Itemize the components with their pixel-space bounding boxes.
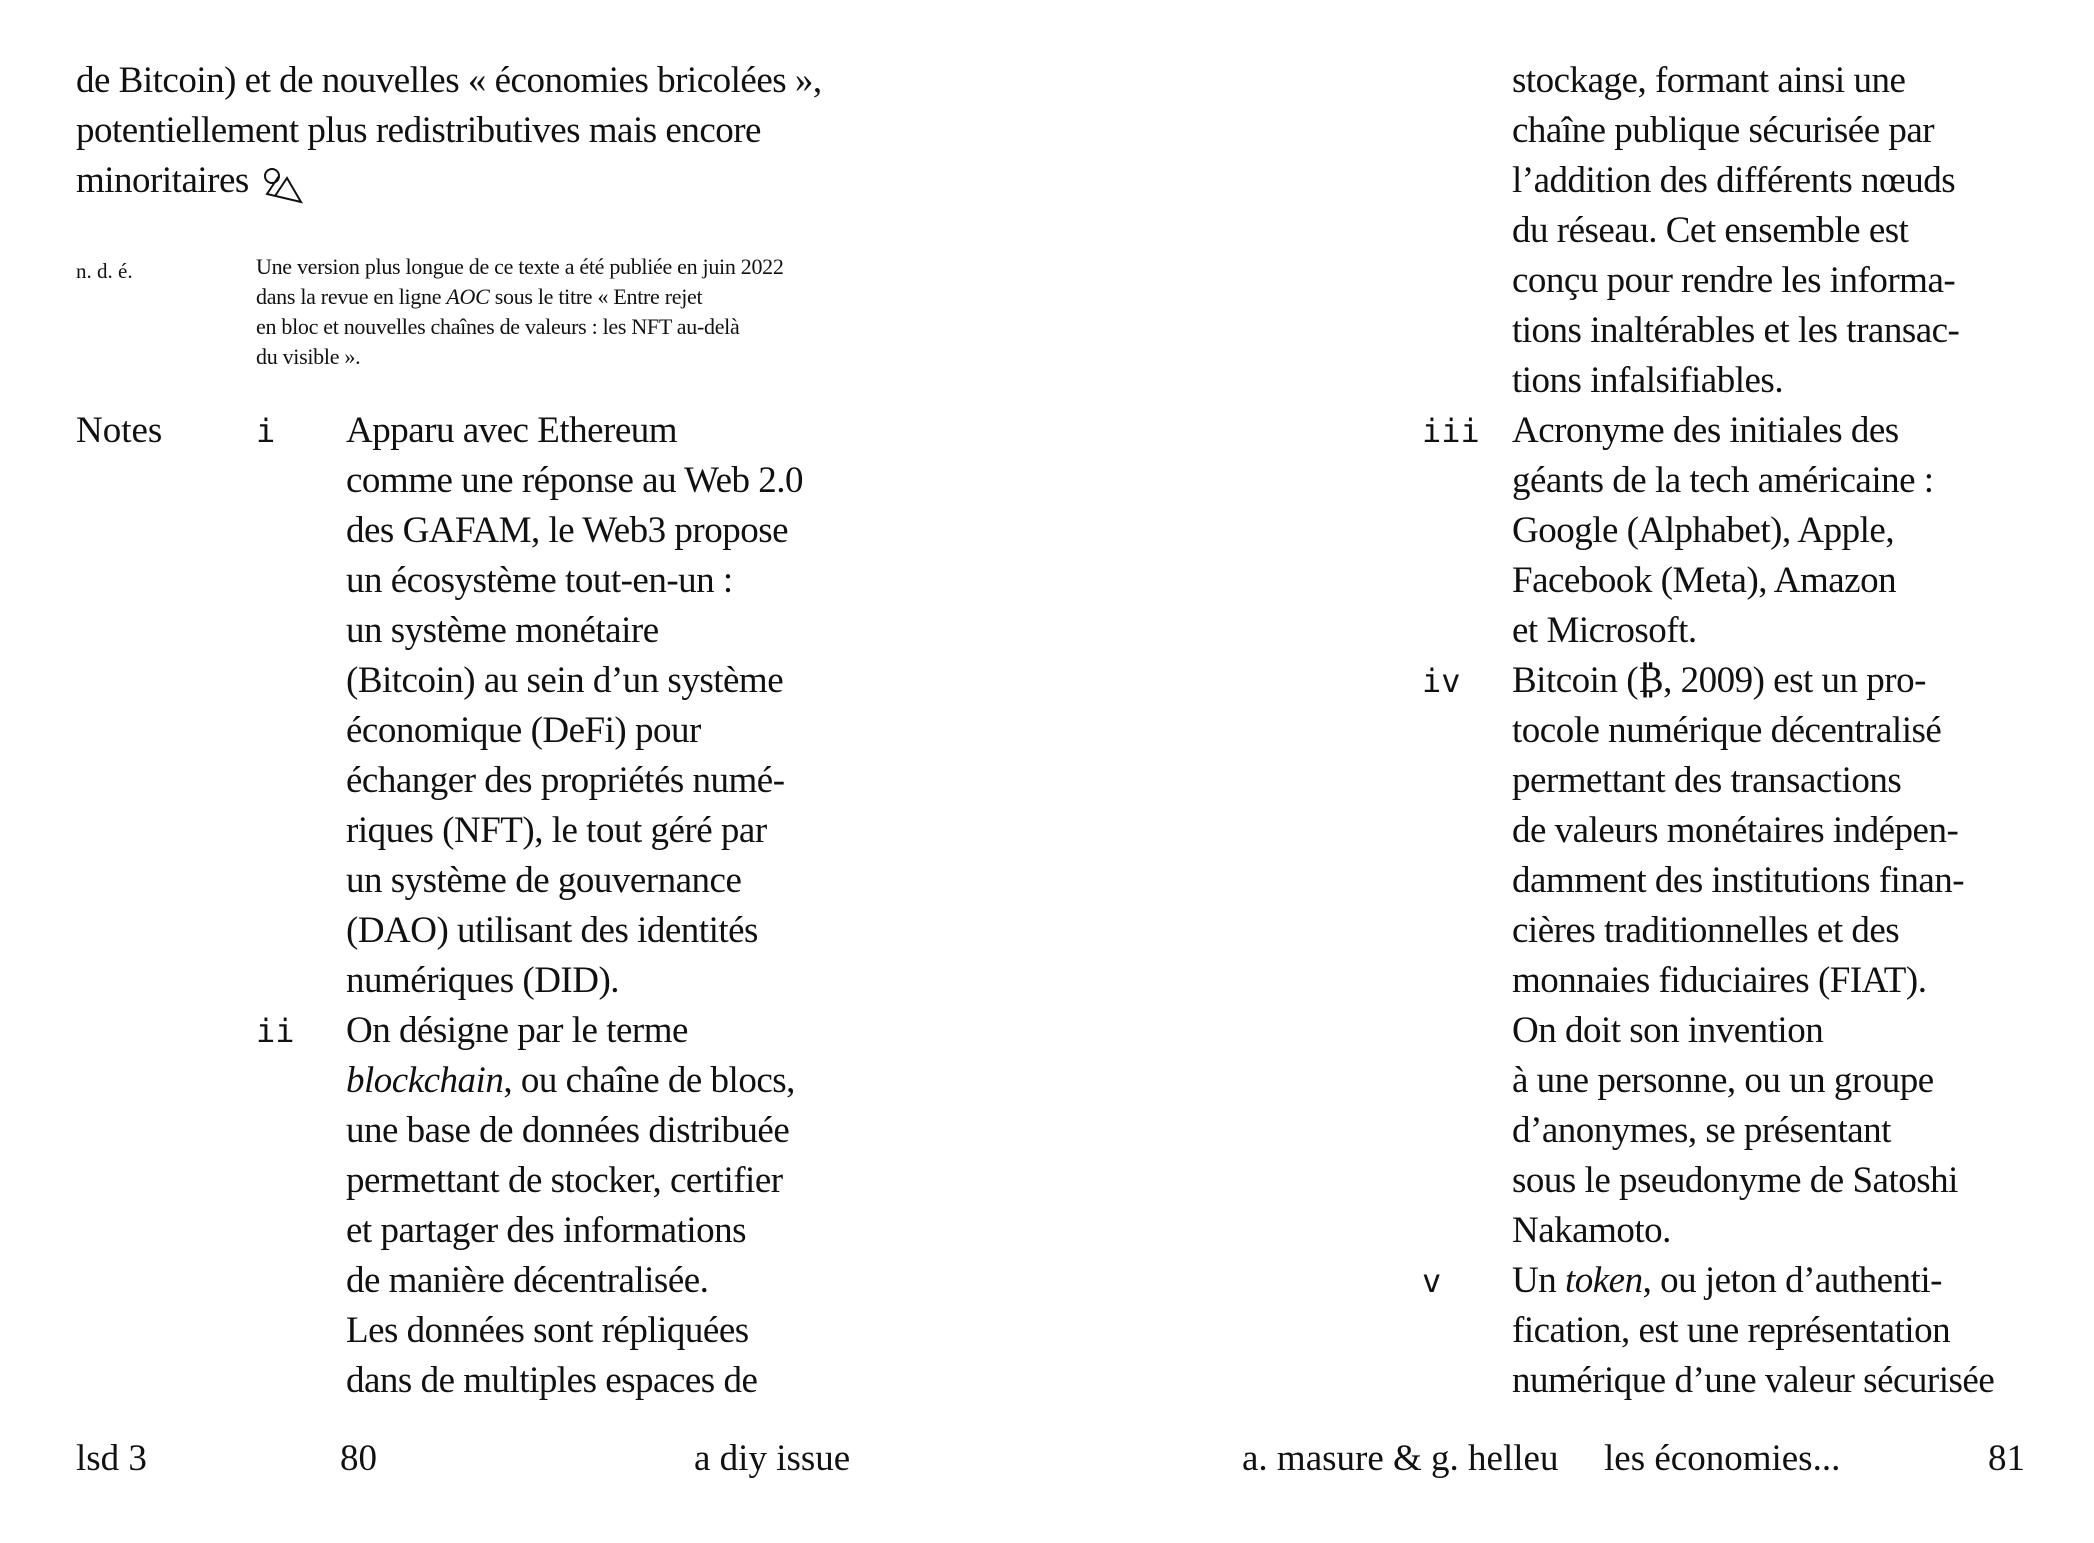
- footer-article-title: les économies...: [1604, 1438, 1841, 1479]
- editor-note-text: Une version plus longue de ce texte a été publiée en juin 2022 dans la revue en ligne AOC sous le titre « Entre rejet en bloc et nouvelles chaînes de valeurs : les NFT au-delà du visible ».: [256, 254, 784, 369]
- note-text: Bitcoin (₿, 2009) est un pro- tocole numérique décentralisé permettant des transactions de valeurs monétaires indépen- damment des institutions finan- cières traditionnelles et des monnaies fiduciaires (FIAT). On doit son invention à une personne, ou un groupe d’anonymes, se présentant sous le pseudonyme de Satoshi Nakamoto.: [1512, 660, 1965, 1251]
- note-number: i: [256, 412, 276, 450]
- note-text: Un token, ou jeton d’authenti- fication, est une représentation numérique d’une valeur sécurisée: [1512, 1260, 1995, 1401]
- footer-authors: a. masure & g. helleu: [1242, 1438, 1559, 1479]
- note-number: iii: [1422, 412, 1480, 450]
- footer-journal: lsd 3: [76, 1438, 147, 1479]
- ornament-glyph-icon: [259, 164, 305, 220]
- footer-issue: a diy issue: [694, 1438, 851, 1479]
- intro-line: de Bitcoin) et de nouvelles « économies bricolées »,: [76, 60, 822, 101]
- note-text: Apparu avec Ethereum comme une réponse au Web 2.0 des GAFAM, le Web3 propose un écosystème tout-en-un : un système monétaire (Bitcoin) au sein d’un système économique (DeFi) pour échanger des propriétés numé- riques (NFT), le tout géré par un système de gouvernance (DAO) utilisant des identités numériques (DID).: [346, 410, 804, 1001]
- editor-note-label: n. d. é.: [76, 259, 133, 283]
- intro-line: potentiellement plus redistributives mais encore: [76, 110, 761, 151]
- intro-paragraph: [76, 56, 896, 220]
- note-text: On désigne par le terme blockchain, ou chaîne de blocs, une base de données distribuée permettant de stocker, certifier et partager des informations de manière décentralisée. Les données sont répliquées dans de multiples espaces de: [346, 1010, 795, 1401]
- note-number: v: [1422, 1262, 1442, 1300]
- notes-heading: Notes: [76, 410, 163, 451]
- note-text: Acronyme des initiales des géants de la tech américaine : Google (Alphabet), Apple, Facebook (Meta), Amazon et Microsoft.: [1512, 410, 1934, 651]
- footer-page-number: 80: [340, 1438, 377, 1479]
- note-number: iv: [1422, 662, 1461, 700]
- intro-line-last: minoritaires: [76, 156, 896, 220]
- footer-page-number: 81: [1988, 1438, 2025, 1479]
- note-continuation: stockage, formant ainsi une chaîne publique sécurisée par l’addition des différents nœuds du réseau. Cet ensemble est conçu pour rendre les informa- tions inaltérables et les transac- tions infalsifiables.: [1512, 60, 1960, 401]
- note-number: ii: [256, 1012, 295, 1050]
